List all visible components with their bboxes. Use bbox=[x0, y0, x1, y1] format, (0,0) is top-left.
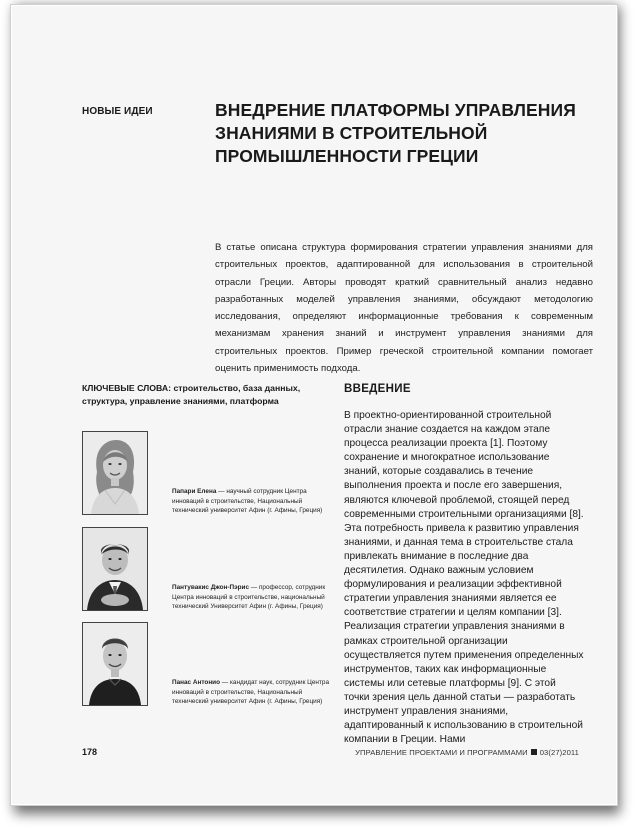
author-description: — профессор, сотрудник Центра инноваций в строительстве, национальный технический Университет Афин (г. Афины, Греция) bbox=[172, 584, 326, 611]
author-info bbox=[172, 678, 332, 707]
square-separator-icon bbox=[531, 749, 537, 755]
woman-portrait-photo bbox=[82, 431, 148, 515]
page-number: 178 bbox=[82, 747, 98, 757]
keywords-text: строительство, база данных, структура, управление знаниями, платформа bbox=[82, 383, 301, 406]
keywords-label: КЛЮЧЕВЫЕ СЛОВА: bbox=[82, 383, 172, 393]
author-name: Панас Антонио bbox=[172, 679, 221, 686]
article-abstract: В статье описана структура формирования стратегии управления знаниями для строительных проектов, адаптированной для использования в строительной отрасли Греции. Авторы проводят краткий сравнительный анализ недавно разработанных моделей управления знаниями, обсуждают методологию исследования, определяют информационные требования к современным механизмам хранения знаний и инструмент управления знаниями для строительных проектов. Пример греческой строительной компании помогает оценить применимость подхода. bbox=[215, 242, 593, 375]
author-description: — научный сотрудник Центра инноваций в строительстве, Национальный технический университет Афин (г. Афины, Греция) bbox=[172, 488, 323, 515]
man-portrait-photo bbox=[82, 622, 148, 706]
journal-footer bbox=[355, 748, 579, 757]
author-info bbox=[172, 487, 332, 516]
article-title: ВНЕДРЕНИЕ ПЛАТФОРМЫ УПРАВЛЕНИЯ ЗНАНИЯМИ В СТРОИТЕЛЬНОЙ ПРОМЫШЛЕННОСТИ ГРЕЦИИ bbox=[215, 100, 576, 166]
intro-body bbox=[344, 409, 584, 747]
author-info bbox=[172, 583, 332, 612]
intro-paragraph: В проектно-ориентированной строительной отрасли знание создается на каждом этапе процесса реализации проекта [1]. Поэтому сохранение и многократное использование знаний, которые создавались в течение выполнения проекта и после его завершения, являются ключевой проблемой, стоящей перед современными строительными организациями [8]. Эта потребность привела к развитию управления знаниями, и данная тема в строительстве стала привлекать внимание в последние два десятилетия. Однако важным условием формулирования и реализации эффективной стратегии управления знаниями является ее соответствие стратегии и целям компании [3]. Реализация стратегии управления знаниями в рамках строительной организации осуществляется путем применения определенных инструментов, таких как информационные системы или сетевые платформы [9]. С этой точки зрения цель данной статьи — разработать инструмент управления знаниями, адаптированный к использованию в строительной компании в Греции. Нами bbox=[344, 410, 584, 746]
man-portrait-photo bbox=[82, 527, 148, 611]
author-name: Папари Елена bbox=[172, 488, 217, 495]
section-label: НОВЫЕ ИДЕИ bbox=[82, 106, 153, 117]
keywords-block bbox=[82, 382, 322, 408]
journal-name: УПРАВЛЕНИЕ ПРОЕКТАМИ И ПРОГРАММАМИ bbox=[355, 748, 528, 757]
author-name: Пантувакис Джон-Пэрис bbox=[172, 584, 250, 591]
journal-page bbox=[10, 4, 618, 806]
author-description: — кандидат наук, сотрудник Центра инноваций в строительстве, Национальный технический университет Афин (г. Афины, Греция) bbox=[172, 679, 329, 706]
journal-issue: 03(27)2011 bbox=[539, 748, 579, 757]
intro-heading: ВВЕДЕНИЕ bbox=[344, 383, 411, 395]
